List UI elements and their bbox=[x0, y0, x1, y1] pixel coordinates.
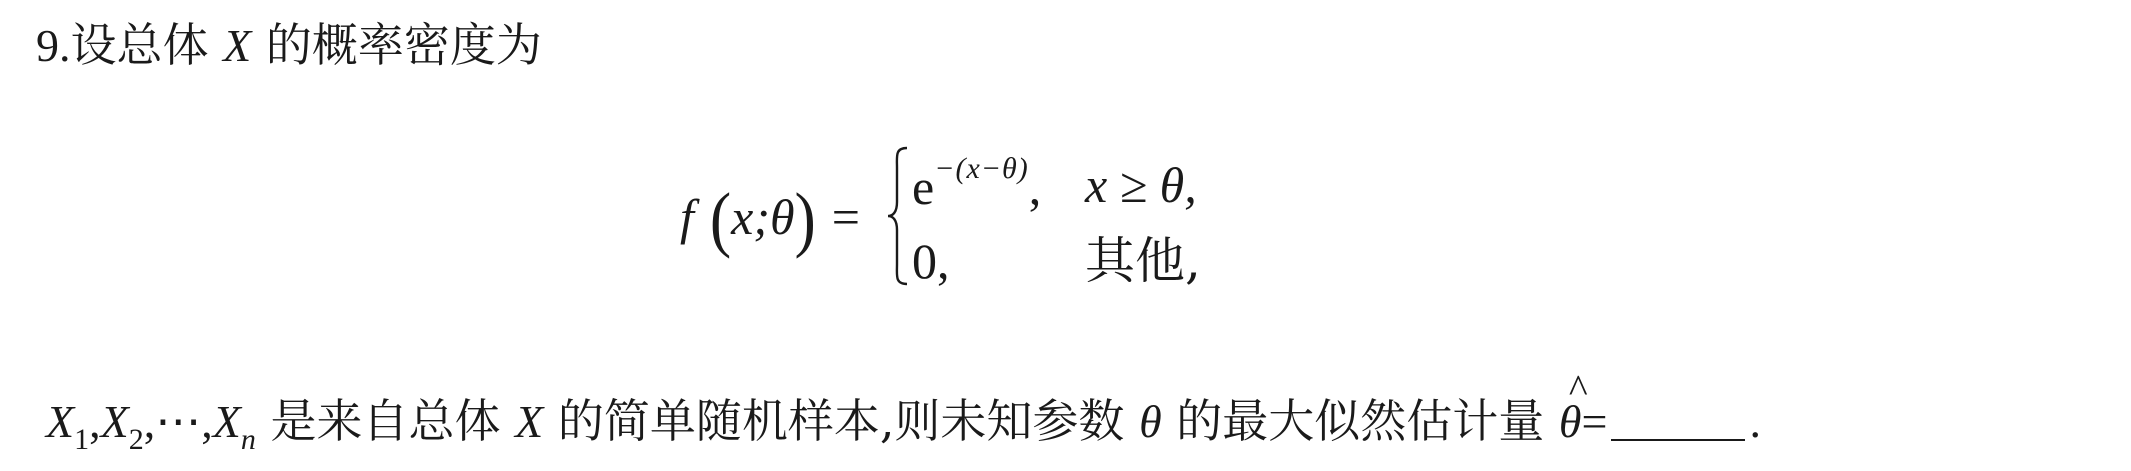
sample-x2-subscript: 2 bbox=[128, 423, 144, 456]
sample-x1: X bbox=[46, 396, 75, 447]
sample-text1: 是来自总体 bbox=[270, 394, 501, 448]
formula-lhs bbox=[680, 177, 860, 260]
sample-text2: 的简单随机样本,则未知参数 bbox=[557, 394, 1125, 448]
intro-suffix: 的概率密度为 bbox=[265, 18, 542, 72]
cases-brace bbox=[887, 146, 909, 286]
case1-condition: x ≥ θ, bbox=[1085, 157, 1197, 213]
question-sample-line bbox=[46, 394, 1761, 456]
sample-variable: X bbox=[515, 396, 544, 447]
case1-expression bbox=[912, 152, 1042, 215]
estimator-theta-hat: ^ θ bbox=[1559, 399, 1582, 445]
function-args: x;θ bbox=[731, 189, 795, 245]
sample-xn: X bbox=[212, 396, 241, 447]
question-intro-line bbox=[36, 18, 542, 72]
case2-expression: 0, bbox=[912, 233, 950, 289]
sample-text3: 的最大似然估计量 bbox=[1176, 394, 1545, 448]
sample-sep2: ,⋯, bbox=[143, 396, 213, 447]
function-name: f bbox=[680, 189, 694, 245]
right-paren: ) bbox=[794, 177, 816, 260]
intro-text: 设总体 bbox=[70, 18, 209, 72]
exp-base: e bbox=[912, 159, 935, 215]
sample-x2: X bbox=[100, 396, 129, 447]
left-paren: ( bbox=[709, 177, 732, 260]
estimator-equals: = bbox=[1581, 396, 1608, 447]
equals-sign: = bbox=[831, 189, 860, 245]
sample-sep1: , bbox=[89, 396, 101, 447]
sentence-end: . bbox=[1749, 396, 1761, 447]
sample-x1-subscript: 1 bbox=[74, 423, 90, 456]
exp-exponent: −(x−θ) bbox=[934, 152, 1029, 185]
case2-condition: 其他, bbox=[1085, 232, 1201, 290]
question-number: 9. bbox=[36, 20, 71, 71]
parameter-theta: θ bbox=[1139, 396, 1162, 447]
sample-xn-subscript: n bbox=[240, 423, 256, 456]
density-formula bbox=[680, 140, 1240, 290]
intro-variable: X bbox=[223, 20, 252, 71]
case1-comma: , bbox=[1028, 159, 1042, 215]
answer-blank[interactable] bbox=[1611, 439, 1745, 441]
